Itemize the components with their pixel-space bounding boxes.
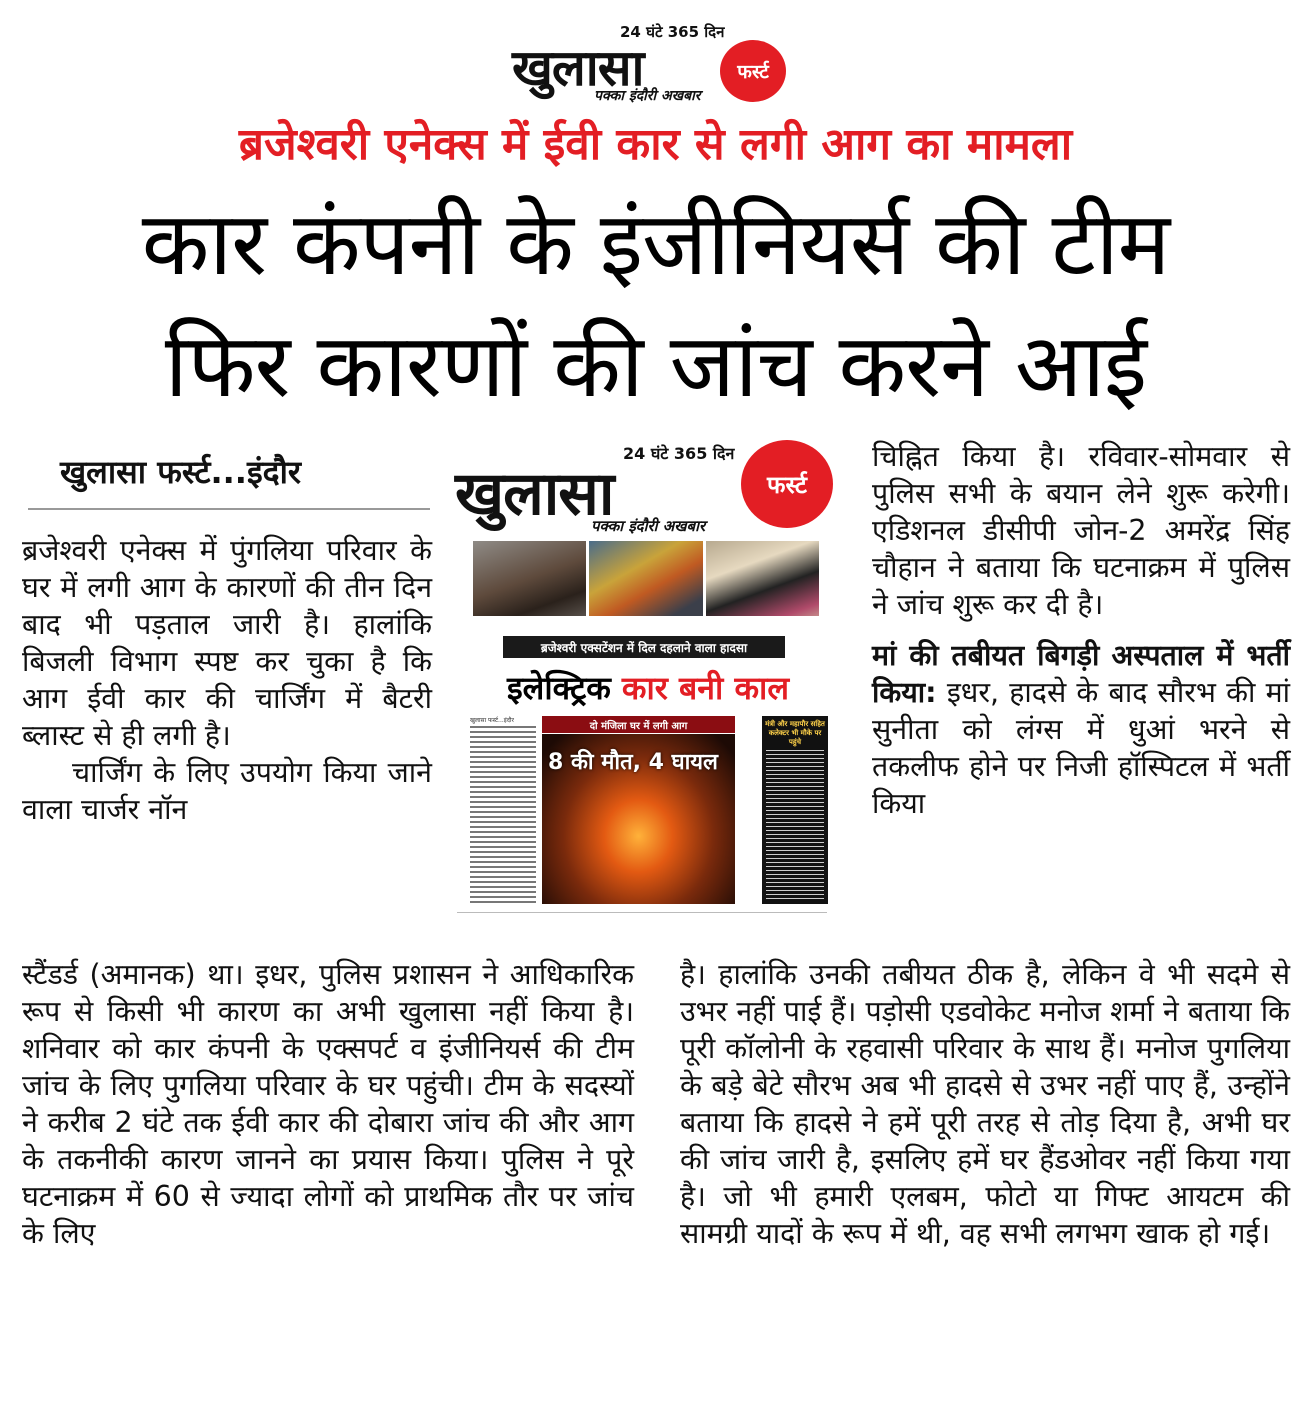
thumbnail-logo: खुलासा — [455, 459, 614, 529]
right-paragraph-2 — [872, 637, 1290, 822]
byline-divider — [28, 508, 430, 510]
text-line: चार्जिंग के लिए उपयोग — [72, 756, 312, 789]
thumbnail-body — [470, 716, 825, 916]
text-line: घटनाक्रम में पुलिस ने जांच शुरू — [872, 551, 1290, 621]
right-paragraph-1 — [872, 438, 1290, 623]
thumbnail-badge: फर्स्ट — [741, 440, 833, 528]
thumbnail-byline: खुलासा फर्स्ट...इंदौर — [470, 717, 514, 724]
text-line: शर्मा ने बताया कि पूरी कॉलोनी के रहवासी परिवार के — [680, 995, 1291, 1065]
text-line: साथ हैं। मनोज पुगलिया के बड़े बेटे सौरभ अब भी — [680, 1032, 1291, 1102]
right-column — [872, 438, 1290, 822]
text-line: कर दी है। — [1003, 588, 1104, 621]
text-line: पुगलिया परिवार के घर पहुंची। टीम के सदस्यों — [162, 1069, 634, 1102]
text-line: हमें पूरी तरह से तोड़ दिया है, अभी घर की जांच जारी — [680, 1106, 1290, 1176]
thumbnail-text-column — [470, 726, 536, 906]
text-line: से पुलिस सभी के बयान लेने शुरू — [872, 440, 1290, 510]
kicker-headline: ब्रजेश्वरी एनेक्स में ईवी कार से लगी आग का मामला — [238, 119, 1073, 170]
photo-caption — [706, 616, 819, 629]
subhead-line-1: मां की तबीयत बिगड़ी — [872, 639, 1100, 672]
photo-burnt-car — [473, 541, 586, 629]
thumbnail-sidebar-text — [766, 750, 824, 900]
left-column — [22, 532, 432, 828]
subhead-line-2: अस्पताल में भर्ती किया: — [872, 639, 1290, 709]
subhead-continuation: इधर, — [936, 676, 1000, 709]
photo-headline: 8 की मौत, 4 घायल — [548, 750, 718, 775]
photo-caption — [589, 616, 702, 629]
thumbnail-sidebar — [762, 716, 828, 904]
photo-family-event — [706, 541, 819, 629]
thumbnail-sidebar-title: मंत्री और महापौर सहित कलेक्टर भी मौके पर पहुंचे — [765, 720, 825, 746]
thumbnail-redbar: दो मंजिला घर में लगी आग — [542, 716, 735, 733]
headline-line-1: कार कंपनी के इंजीनियर्स की टीम — [141, 192, 1170, 295]
photo-caption — [473, 616, 586, 629]
masthead-tagline-bottom: पक्का इंदौरी अखबार — [594, 88, 701, 104]
text-line: ने करीब 2 घंटे तक ईवी कार की दोबारा जांच — [22, 1106, 490, 1139]
text-line: यादों के रूप में थी, वह सभी लगभग खाक हो गई। — [756, 1217, 1271, 1250]
thumbnail-banner: ब्रजेश्वरी एक्सटेंशन में दिल दहलाने वाला हादसा — [503, 636, 785, 658]
thumbnail-masthead — [455, 440, 835, 540]
text-line: किया जाने वाला चार्जर नॉन — [22, 756, 433, 826]
text-line: पड़ताल जारी है। हालांकि बिजली — [22, 608, 432, 678]
right-bottom-paragraph — [680, 956, 1290, 1252]
thumbnail-tagline-bottom: पक्का इंदौरी अखबार — [591, 517, 706, 535]
text-line: आधिकारिक रूप से किसी भी कारण का अभी — [22, 958, 634, 1028]
masthead-badge: फर्स्ट — [720, 40, 786, 102]
text-line: को लंग्स में धुआं भरने से तकलीफ — [872, 713, 1290, 783]
left-bottom-paragraph — [22, 956, 634, 1252]
text-line: सदमे से उभर नहीं पाई हैं। पड़ोसी एडवोकेट मनोज — [680, 958, 1290, 1028]
text-line: हादसे से उभर नहीं पाए हैं, उन्होंने बताया कि हादसे ने — [680, 1069, 1290, 1139]
text-line: कारणों की तीन दिन बाद भी — [22, 571, 433, 641]
byline: खुलासा फर्स्ट...इंदौर — [60, 453, 302, 491]
text-line: के एक्सपर्ट व इंजीनियर्स की टीम जांच के लिए — [22, 1032, 634, 1102]
right-bottom-column — [680, 956, 1290, 1252]
text-line: है, इसलिए हमें घर हैंडओवर नहीं किया गया है। जो — [680, 1143, 1290, 1213]
text-line: है। हालांकि उनकी तबीयत ठीक है, लेकिन वे भी — [680, 958, 1195, 991]
front-page-thumbnail — [443, 440, 843, 928]
left-bottom-column — [22, 956, 634, 1252]
text-line: स्टैंडर्ड (अमानक) था। इधर, पुलिस प्रशासन ने — [22, 958, 499, 991]
photo-rescue-workers — [589, 541, 702, 629]
text-line: भी हमारी एलबम, फोटो या गिफ्ट आयटम की सामग्री — [680, 1180, 1290, 1250]
masthead — [512, 20, 792, 102]
text-line: ज्यादा लोगों को प्राथमिक तौर पर जांच के लिए — [22, 1180, 634, 1250]
masthead-tagline-top: 24 घंटे 365 दिन — [620, 23, 725, 41]
text-line: करेगी। एडिशनल डीसीपी जोन-2 — [872, 477, 1290, 547]
text-line: अमरेंद्र सिंह चौहान ने बताया कि — [872, 514, 1291, 584]
text-line: ब्रजेश्वरी एनेक्स में पुंगलिया — [22, 534, 313, 567]
thumbnail-tagline-top: 24 घंटे 365 दिन — [623, 444, 735, 463]
text-line: चिह्नित किया है। रविवार-सोमवार — [872, 440, 1248, 473]
text-line: होने पर निजी हॉस्पिटल में भर्ती किया — [872, 750, 1291, 820]
left-paragraph-2 — [22, 754, 432, 828]
text-line: प्रयास किया। पुलिस ने पूरे घटनाक्रम में 60 से — [22, 1143, 634, 1213]
text-line: खुलासा नहीं किया है। शनिवार को कार कंपनी — [22, 995, 635, 1065]
thumbnail-headline-black: इलेक्ट्रिक — [506, 669, 611, 707]
text-line: ईवी कार की चार्जिंग में बैटरी — [87, 682, 432, 715]
photo-strip — [473, 541, 819, 629]
text-line: हादसे के बाद सौरभ की मां सुनीता — [872, 676, 1291, 746]
text-line: ब्लास्ट से ही लगी है। — [22, 719, 231, 752]
left-paragraph-1 — [22, 532, 432, 754]
headline-line-2: फिर कारणों की जांच करने आई — [164, 314, 1147, 417]
text-line: की और आग के तकनीकी कारण जानने का — [22, 1106, 635, 1176]
masthead-logo: खुलासा — [512, 39, 644, 97]
thumbnail-headline-red: कार बनी काल — [621, 669, 790, 707]
thumbnail-footer — [457, 912, 827, 921]
thumbnail-headline — [473, 666, 823, 709]
text-line: विभाग स्पष्ट कर चुका है कि आग — [22, 645, 432, 715]
fire-photo — [542, 734, 735, 904]
text-line: परिवार के घर में लगी आग के — [22, 534, 432, 604]
